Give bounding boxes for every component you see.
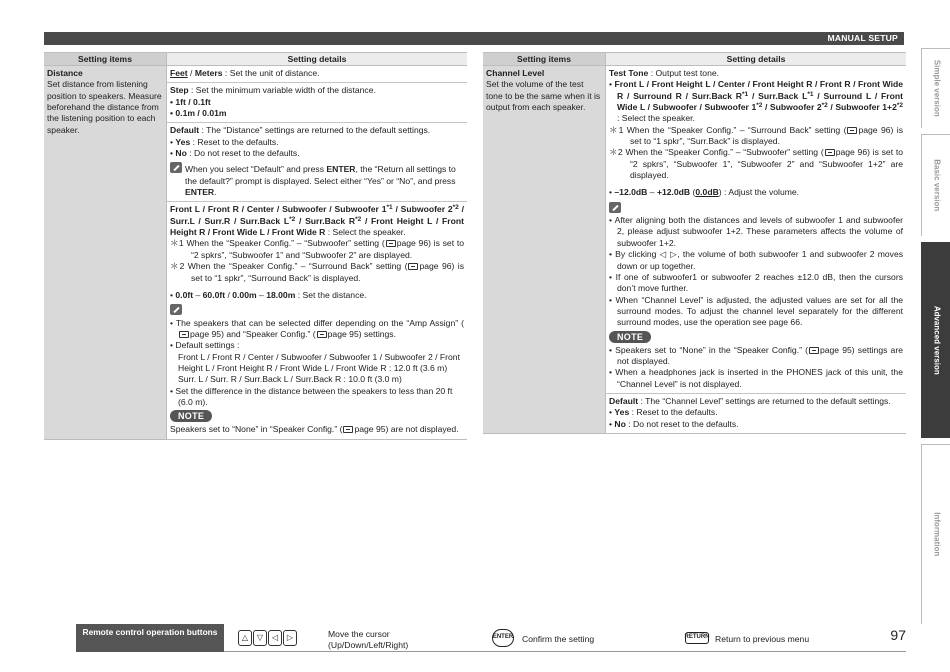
enter-button-icon: ENTER	[492, 629, 514, 647]
setting-details	[166, 66, 467, 439]
left-arrow-icon: ◁	[268, 630, 282, 646]
page-reference-icon	[179, 331, 189, 338]
section-header-bar	[44, 32, 904, 45]
page-reference-icon	[386, 240, 396, 247]
note-badge: NOTE	[609, 331, 651, 343]
item-title: Channel Level	[486, 68, 545, 78]
right-arrow-icon: ▷	[283, 630, 297, 646]
tab-information[interactable]: Information	[921, 444, 950, 624]
cursor-left-icon: ◁	[659, 249, 667, 260]
table-header	[44, 52, 467, 66]
return-previous-text: Return to previous menu	[715, 634, 810, 644]
pencil-icon	[170, 304, 182, 315]
confirm-setting-text: Confirm the setting	[522, 634, 595, 644]
remote-control-label: Remote control operation buttons	[76, 624, 224, 652]
detail-default: Default : The “Distance” settings are returned to the default settings. • Yes : Reset to the defaults. • No : Do not reset to the defaults. When you select “Default” and press ENTER, the “Return all settings to the default?” prompt is displayed. Select either “Yes” or “No”, and press ENTER.	[167, 123, 467, 202]
detail-test-tone: Test Tone : Output test tone. • Front L / Front Height L / Center / Front Height R / Front R / Front Wide R / Surround R / Surr.Back $R^{*1}$ / Surr.Back $L^{*1}$ / Surround L / Front Wide L / Subwoofer / Subwoofer 1$^{*2}$ / Subwoofer 2$^{*2}$ / Subwoofer $1+2^{*2}$ : Select the speaker. ＊1 When the “Speaker Config.” – “Surround Back” setting ( page 96) is set to “1 spkr”, “Surr.Back” is displayed. ＊2 When the “Speaker Config.” – “Subwoofer” setting ( page 96) is set to “2 spkrs”, “Subwoofer 1”, “Subwoofer 2” and “Subwoofer 1+2” are displayed. • –12.0dB – +12.0dB (0.0dB) : Adjust the volume. • After aligning both the distances and levels of subwoofer 1 and subwoofer 2, please adjust subwoofer 1+2. These parameters affects the volume of subwoofer 1+2. • By clicking ◁ ▷, the volume of both subwoofer 1 and subwoofer 2 moves down or up together. • If one of subwoofer1 or subwoofer 2 reaches ±12.0 dB, then the cursors don’t move further. • When “Channel Level” is adjusted, the adjusted values are set for all the surround modes. To adjust the channel level separately for the different surround modes, use the operation see page 66. NOTE • Speakers set to “None” in the “Speaker Config.” ( page 95) settings are not displayed. • When a headphones jack is inserted in the PHONES jack of this unit, the “Channel Level” is not displayed.	[606, 66, 906, 394]
arrow-keys	[238, 630, 297, 646]
return-button-icon: RETURN	[685, 632, 709, 644]
header-setting-items: Setting items	[44, 53, 166, 65]
detail-step: Step : Set the minimum variable width of the distance. • 1ft / 0.1ft • 0.1m / 0.01m	[167, 83, 467, 123]
distance-settings-table	[44, 52, 467, 440]
page-reference-icon	[825, 149, 835, 156]
tab-simple-version[interactable]: Simple version	[921, 48, 950, 128]
footer-divider	[224, 651, 906, 652]
up-arrow-icon: △	[238, 630, 252, 646]
move-cursor-text: Move the cursor (Up/Down/Left/Right)	[328, 629, 409, 650]
item-description: Set the volume of the test tone to be the same when it is output from each speaker.	[486, 79, 601, 113]
footer	[76, 624, 906, 654]
header-setting-details: Setting details	[166, 53, 467, 65]
down-arrow-icon: ▽	[253, 630, 267, 646]
item-title: Distance	[47, 68, 83, 78]
pencil-icon	[609, 202, 621, 213]
detail-default: Default : The “Channel Level” settings are returned to the default settings. • Yes : Reset to the defaults. • No : Do not reset to the defaults.	[609, 395, 891, 429]
header-setting-items: Setting items	[483, 53, 605, 65]
tip-default-prompt: When you select “Default” and press ENTER, the “Return all settings to the default?” prompt is displayed. Select either “Yes” or “No”, and press ENTER.	[170, 161, 464, 198]
setting-details	[605, 66, 906, 433]
page-reference-icon	[847, 127, 857, 134]
page-reference-icon	[343, 426, 353, 433]
table-header	[483, 52, 906, 66]
note-badge: NOTE	[170, 410, 212, 422]
cursor-right-icon: ▷	[670, 249, 678, 260]
page-reference-icon	[809, 347, 819, 354]
page-number: 97	[890, 627, 906, 643]
header-setting-details: Setting details	[605, 53, 906, 65]
setting-item-channel-level	[483, 66, 605, 433]
tab-basic-version[interactable]: Basic version	[921, 134, 950, 236]
pencil-icon	[170, 162, 182, 173]
channel-level-settings-table	[483, 52, 906, 434]
detail-speaker-select: Front L / Front R / Center / Subwoofer / Subwoofer 1$^{*1}$ / Subwoofer 2$^{*2}$ / Surr.L / Surr.R / Surr.Back $L^{*2}$ / Surr.Back $R^{*2}$ / Front Height L / Front Height R / Front Wide L / Front Wide R : Select the speaker. ＊1 When the “Speaker Config.” – “Subwoofer” setting ( page 96) is set to “2 spkrs”, “Subwoofer 1” and “Subwoofer 2” are displayed. ＊2 When the “Speaker Config.” – “Surround Back” setting ( page 96) is set to “1 spkr”, “Surround Back” is displayed. • 0.0ft – 60.0ft / 0.00m – 18.00m : Set the distance. • The speakers that can be selected differ depending on the “Amp Assign” (page 95) and “Speaker Config.” ( page 95) settings. • Default settings : Front L / Front R / Center / Subwoofer / Subwoofer 1 / Subwoofer 2 / Front Height L / Front Height R / Front Wide L / Front Wide R : 12.0 ft (3.6 m) Surr. L / Surr. R / Surr.Back L / Surr.Back R : 10.0 ft (3.0 m) • Set the difference in the distance between the speakers to less than 20 ft (6.0 m). NOTE Speakers set to “None” in “Speaker Config.” ( page 95) are not displayed.	[170, 204, 464, 435]
item-description: Set distance from listening position to speakers. Measure beforehand the distance from the listening position to each speaker.	[47, 79, 162, 135]
setting-item-distance	[44, 66, 166, 439]
detail-unit: Feet / Meters : Set the unit of distance.	[167, 66, 467, 83]
page-reference-icon	[408, 263, 418, 270]
page-reference-icon	[317, 331, 327, 338]
section-title: MANUAL SETUP	[827, 33, 898, 43]
tab-advanced-version[interactable]: Advanced version	[921, 242, 950, 438]
